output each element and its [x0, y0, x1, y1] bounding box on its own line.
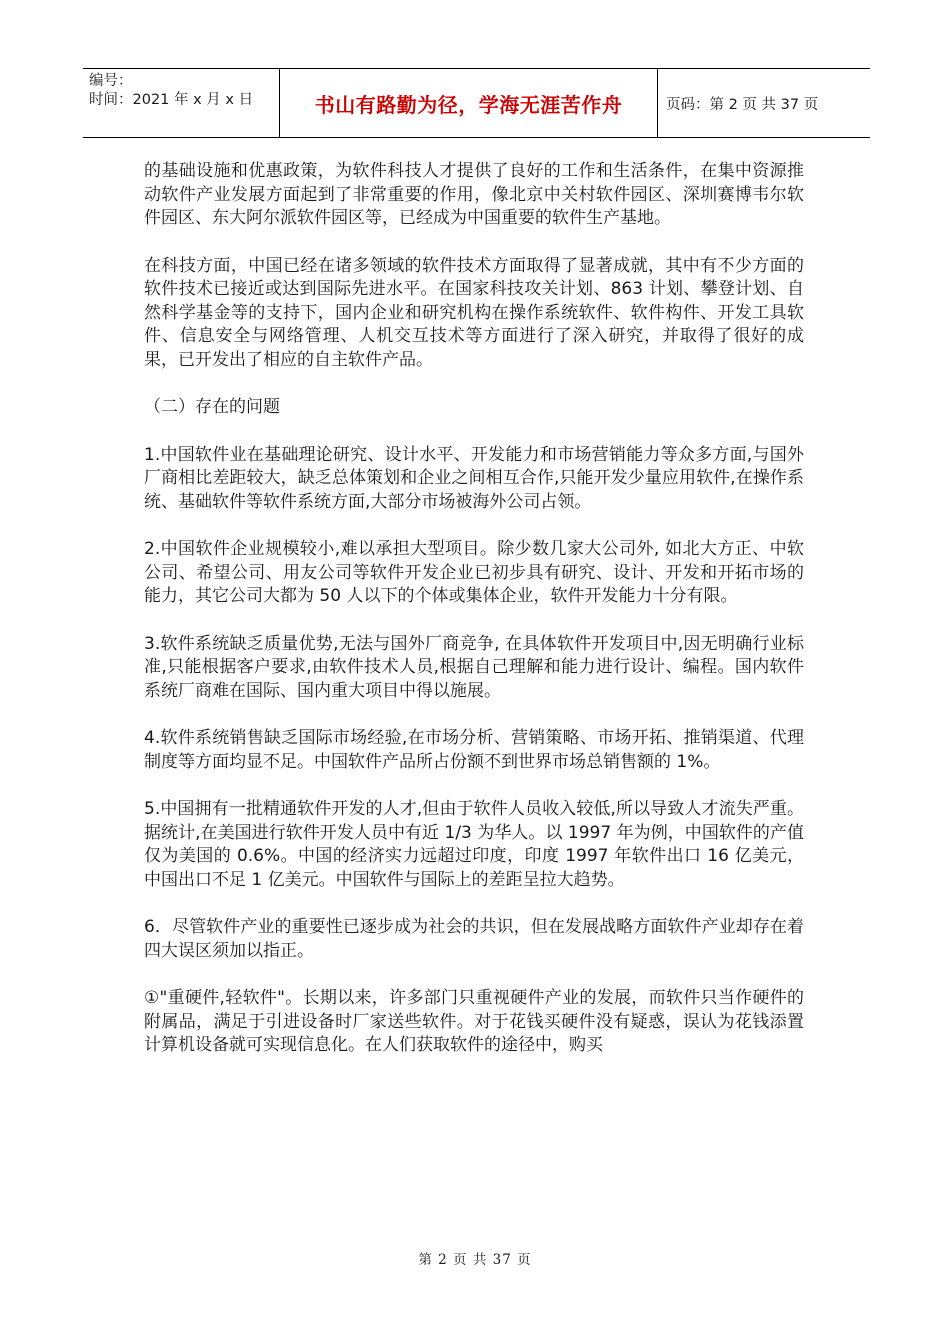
- document-date-label: 时间：2021 年 x 月 x 日: [89, 92, 254, 108]
- paragraph-item-5: 5.中国拥有一批精通软件开发的人才,但由于软件人员收入较低,所以导致人才流失严重。据统计,在美国进行软件开发人员中有近 1/3 为华人。以 1997 年为例，中国软件的产值仅为美国的 0.6%。中国的经济实力远超过印度，印度 1997 年软件出口 16 亿美元，中国出口不足 1 亿美元。中国软件与国际上的差距呈拉大趋势。: [144, 799, 804, 890]
- paragraph-item-2: 2.中国软件企业规模较小,难以承担大型项目。除少数几家大公司外, 如北大方正、中软公司、希望公司、用友公司等软件开发企业已初步具有研究、设计、开发和开拓市场的能力，其它公司大都为 50 人以下的个体或集体企业，软件开发能力十分有限。: [144, 539, 804, 606]
- section-heading: （二）存在的问题: [144, 397, 280, 417]
- paragraph-item-3: 3.软件系统缺乏质量优势,无法与国外厂商竞争, 在具体软件开发项目中,因无明确行业标准,只能根据客户要求,由软件技术人员,根据自己理解和能力进行设计、编程。国内软件系统厂商难在国际、国内重大项目中得以施展。: [144, 633, 804, 701]
- paragraph-item-4: 4.软件系统销售缺乏国际市场经验,在市场分析、营销策略、市场开拓、推销渠道、代理制度等方面均显不足。中国软件产品所占份额不到世界市场总销售额的 1%。: [144, 728, 804, 772]
- document-body: [144, 160, 804, 1082]
- header-table: [83, 68, 870, 138]
- paragraph-0: 的基础设施和优惠政策，为软件科技人才提供了良好的工作和生活条件，在集中资源推动软件产业发展方面起到了非常重要的作用，像北京中关村软件园区、深圳赛博韦尔软件园区、东大阿尔派软件园区等，已经成为中国重要的软件生产基地。: [144, 161, 804, 228]
- header-left-cell: [83, 69, 280, 137]
- paragraph-item-6: 6．尽管软件产业的重要性已逐步成为社会的共识，但在发展战略方面软件产业却存在着四大误区须加以指正。: [144, 917, 804, 961]
- header-page-number: 页码：第 2 页 共 37 页: [666, 96, 819, 113]
- paragraph-subitem-1: ①"重硬件,轻软件"。长期以来，许多部门只重视硬件产业的发展，而软件只当作硬件的附属品，满足于引进设备时厂家送些软件。对于花钱买硬件没有疑惑，误认为花钱添置计算机设备就可实现信息化。在人们获取软件的途径中，购买: [144, 988, 804, 1055]
- paragraph-1: 在科技方面，中国已经在诸多领域的软件技术方面取得了显著成就，其中有不少方面的软件技术已接近或达到国际先进水平。在国家科技攻关计划、863 计划、攀登计划、自然科学基金等的支持下，国内企业和研究机构在操作系统软件、软件构件、开发工具软件、信息安全与网络管理、人机交互技术等方面进行了深入研究，并取得了很好的成果，已开发出了相应的自主软件产品。: [144, 255, 804, 370]
- page-footer: 第 2 页 共 37 页: [418, 1252, 532, 1268]
- document-number-label: 编号：: [89, 73, 133, 89]
- paragraph-item-1: 1.中国软件业在基础理论研究、设计水平、开发能力和市场营销能力等众多方面,与国外厂商相比差距较大，缺乏总体策划和企业之间相互合作,只能开发少量应用软件,在操作系统、基础软件等软件系统方面,大部分市场被海外公司占领。: [144, 444, 804, 512]
- header-motto: 书山有路勤为径，学海无涯苦作舟: [280, 69, 658, 137]
